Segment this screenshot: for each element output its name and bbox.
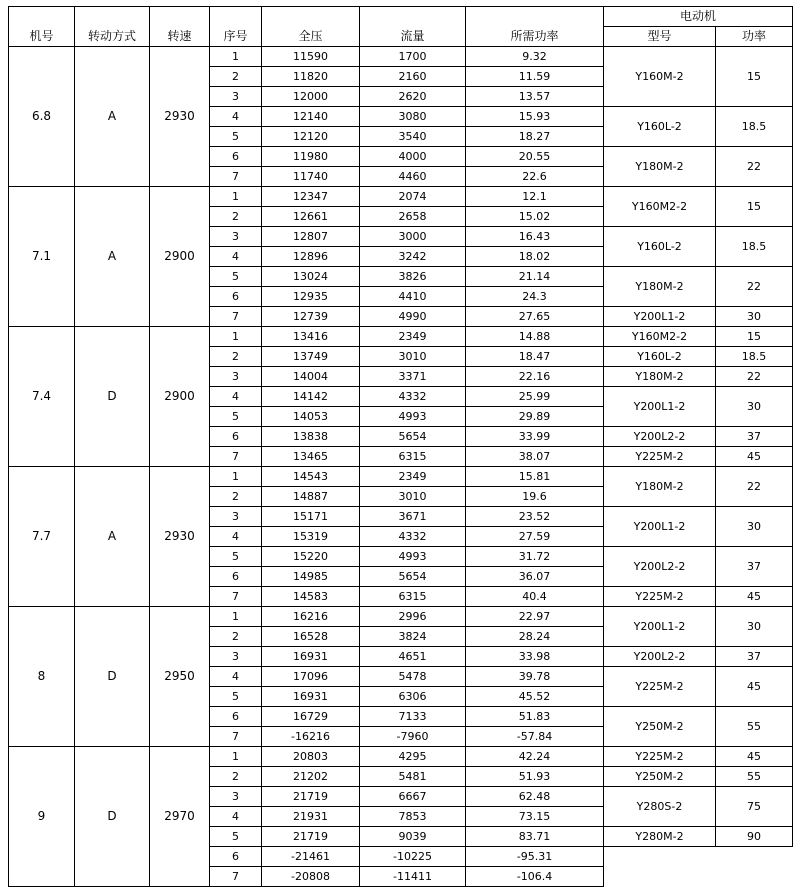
cell-total-pressure: 16729 <box>262 707 360 727</box>
cell-motor-power: 22 <box>716 147 793 187</box>
header-motor: 电动机 <box>604 7 793 27</box>
cell-motor-model: Y180M-2 <box>604 467 716 507</box>
cell-total-pressure: 20803 <box>262 747 360 767</box>
cell-seq-no: 5 <box>210 547 262 567</box>
cell-motor-power: 15 <box>716 47 793 107</box>
cell-seq-no: 5 <box>210 827 262 847</box>
cell-required-power: 14.88 <box>466 327 604 347</box>
cell-motor-power: 22 <box>716 267 793 307</box>
cell-machine-no: 9 <box>9 747 75 887</box>
cell-total-pressure: 14004 <box>262 367 360 387</box>
cell-total-pressure: 15220 <box>262 547 360 567</box>
cell-speed: 2930 <box>150 47 210 187</box>
cell-flow: 3824 <box>360 627 466 647</box>
cell-seq-no: 5 <box>210 687 262 707</box>
cell-seq-no: 6 <box>210 707 262 727</box>
cell-flow: 2996 <box>360 607 466 627</box>
cell-required-power: 42.24 <box>466 747 604 767</box>
cell-seq-no: 2 <box>210 627 262 647</box>
header-spacer-rotation <box>75 7 150 27</box>
cell-required-power: 21.14 <box>466 267 604 287</box>
cell-flow: 6315 <box>360 587 466 607</box>
table-row <box>9 467 793 487</box>
cell-motor-model: Y200L2-2 <box>604 427 716 447</box>
cell-rotation-mode: D <box>75 327 150 467</box>
cell-seq-no: 5 <box>210 267 262 287</box>
cell-rotation-mode: A <box>75 187 150 327</box>
cell-flow: 4460 <box>360 167 466 187</box>
header-speed: 转速 <box>150 27 210 47</box>
header-row-top <box>9 7 793 27</box>
cell-required-power: 22.97 <box>466 607 604 627</box>
cell-seq-no: 1 <box>210 467 262 487</box>
cell-required-power: 15.02 <box>466 207 604 227</box>
cell-motor-power: 15 <box>716 187 793 227</box>
cell-seq-no: 2 <box>210 347 262 367</box>
cell-seq-no: 2 <box>210 487 262 507</box>
cell-motor-power: 37 <box>716 547 793 587</box>
cell-motor-power: 22 <box>716 467 793 507</box>
cell-flow: 4993 <box>360 547 466 567</box>
cell-motor-model: Y160L-2 <box>604 347 716 367</box>
cell-flow: 3010 <box>360 487 466 507</box>
cell-motor-power: 37 <box>716 427 793 447</box>
cell-rotation-mode: D <box>75 747 150 887</box>
cell-total-pressure: -16216 <box>262 727 360 747</box>
cell-flow: 2349 <box>360 467 466 487</box>
cell-motor-power: 45 <box>716 587 793 607</box>
header-motor-power: 功率 <box>716 27 793 47</box>
header-spacer-power <box>466 7 604 27</box>
cell-required-power: 27.65 <box>466 307 604 327</box>
cell-flow: 2160 <box>360 67 466 87</box>
cell-motor-model: Y200L2-2 <box>604 647 716 667</box>
cell-motor-power: 45 <box>716 447 793 467</box>
cell-flow: -11411 <box>360 867 466 887</box>
cell-total-pressure: 12935 <box>262 287 360 307</box>
cell-total-pressure: 16216 <box>262 607 360 627</box>
cell-seq-no: 4 <box>210 107 262 127</box>
cell-total-pressure: 16931 <box>262 687 360 707</box>
cell-total-pressure: 15171 <box>262 507 360 527</box>
table-row <box>9 47 793 67</box>
cell-total-pressure: 14583 <box>262 587 360 607</box>
cell-motor-model: Y180M-2 <box>604 147 716 187</box>
cell-motor-power: 30 <box>716 307 793 327</box>
cell-motor-power: 30 <box>716 387 793 427</box>
cell-motor-power: 90 <box>716 827 793 847</box>
cell-machine-no: 7.1 <box>9 187 75 327</box>
cell-required-power: 18.47 <box>466 347 604 367</box>
table-body <box>9 47 793 887</box>
cell-motor-model: Y225M-2 <box>604 587 716 607</box>
cell-flow: 4651 <box>360 647 466 667</box>
cell-total-pressure: 17096 <box>262 667 360 687</box>
cell-required-power: 36.07 <box>466 567 604 587</box>
cell-seq-no: 7 <box>210 587 262 607</box>
cell-motor-model: Y200L1-2 <box>604 507 716 547</box>
header-spacer-flow <box>360 7 466 27</box>
cell-seq-no: 7 <box>210 447 262 467</box>
cell-machine-no: 8 <box>9 607 75 747</box>
header-rotation-mode: 转动方式 <box>75 27 150 47</box>
cell-required-power: 9.32 <box>466 47 604 67</box>
cell-total-pressure: 11820 <box>262 67 360 87</box>
cell-total-pressure: 13749 <box>262 347 360 367</box>
cell-required-power: 27.59 <box>466 527 604 547</box>
cell-seq-no: 2 <box>210 767 262 787</box>
cell-seq-no: 3 <box>210 227 262 247</box>
cell-seq-no: 6 <box>210 847 262 867</box>
cell-seq-no: 6 <box>210 147 262 167</box>
cell-flow: -10225 <box>360 847 466 867</box>
cell-total-pressure: -21461 <box>262 847 360 867</box>
cell-total-pressure: 21719 <box>262 787 360 807</box>
cell-motor-power: 45 <box>716 667 793 707</box>
cell-rotation-mode: A <box>75 47 150 187</box>
header-row-main <box>9 27 793 47</box>
cell-flow: 3671 <box>360 507 466 527</box>
cell-total-pressure: 14985 <box>262 567 360 587</box>
cell-machine-no: 7.4 <box>9 327 75 467</box>
cell-speed: 2900 <box>150 327 210 467</box>
cell-total-pressure: 11590 <box>262 47 360 67</box>
cell-total-pressure: 12140 <box>262 107 360 127</box>
cell-motor-power: 30 <box>716 607 793 647</box>
cell-seq-no: 6 <box>210 567 262 587</box>
cell-seq-no: 1 <box>210 47 262 67</box>
cell-seq-no: 3 <box>210 87 262 107</box>
cell-seq-no: 7 <box>210 167 262 187</box>
cell-flow: 2620 <box>360 87 466 107</box>
cell-flow: 6315 <box>360 447 466 467</box>
cell-machine-no: 7.7 <box>9 467 75 607</box>
header-spacer-speed <box>150 7 210 27</box>
cell-total-pressure: 16931 <box>262 647 360 667</box>
table-head <box>9 7 793 47</box>
cell-total-pressure: 12739 <box>262 307 360 327</box>
cell-total-pressure: 13024 <box>262 267 360 287</box>
header-seq-no: 序号 <box>210 27 262 47</box>
cell-flow: 4993 <box>360 407 466 427</box>
cell-speed: 2970 <box>150 747 210 887</box>
cell-motor-model: Y280M-2 <box>604 827 716 847</box>
header-required-power: 所需功率 <box>466 27 604 47</box>
cell-motor-power: 22 <box>716 367 793 387</box>
header-spacer-seq <box>210 7 262 27</box>
cell-motor-model: Y280S-2 <box>604 787 716 827</box>
cell-flow: 4000 <box>360 147 466 167</box>
cell-motor-model: Y160L-2 <box>604 227 716 267</box>
cell-motor-model: Y160M-2 <box>604 47 716 107</box>
cell-required-power: 23.52 <box>466 507 604 527</box>
cell-required-power: 13.57 <box>466 87 604 107</box>
cell-motor-model: Y160M2-2 <box>604 327 716 347</box>
cell-flow: 2074 <box>360 187 466 207</box>
cell-flow: 6306 <box>360 687 466 707</box>
cell-flow: 3242 <box>360 247 466 267</box>
cell-flow: 3826 <box>360 267 466 287</box>
cell-seq-no: 4 <box>210 807 262 827</box>
cell-flow: 3080 <box>360 107 466 127</box>
table-row <box>9 607 793 627</box>
cell-required-power: 12.1 <box>466 187 604 207</box>
cell-total-pressure: 14142 <box>262 387 360 407</box>
cell-seq-no: 4 <box>210 247 262 267</box>
cell-required-power: 19.6 <box>466 487 604 507</box>
cell-seq-no: 5 <box>210 407 262 427</box>
cell-motor-model: Y200L1-2 <box>604 307 716 327</box>
cell-required-power: 28.24 <box>466 627 604 647</box>
cell-seq-no: 1 <box>210 607 262 627</box>
cell-flow: 5481 <box>360 767 466 787</box>
cell-total-pressure: 12896 <box>262 247 360 267</box>
cell-required-power: 38.07 <box>466 447 604 467</box>
cell-seq-no: 2 <box>210 67 262 87</box>
cell-required-power: 33.99 <box>466 427 604 447</box>
cell-flow: 5654 <box>360 567 466 587</box>
cell-flow: 4332 <box>360 527 466 547</box>
table-row <box>9 187 793 207</box>
cell-flow: 6667 <box>360 787 466 807</box>
cell-seq-no: 4 <box>210 387 262 407</box>
cell-required-power: 16.43 <box>466 227 604 247</box>
cell-seq-no: 2 <box>210 207 262 227</box>
cell-seq-no: 7 <box>210 307 262 327</box>
cell-required-power: 83.71 <box>466 827 604 847</box>
cell-motor-power: 18.5 <box>716 347 793 367</box>
cell-motor-power: 18.5 <box>716 107 793 147</box>
cell-flow: -7960 <box>360 727 466 747</box>
cell-flow: 3371 <box>360 367 466 387</box>
cell-flow: 2658 <box>360 207 466 227</box>
cell-seq-no: 3 <box>210 367 262 387</box>
cell-total-pressure: 14053 <box>262 407 360 427</box>
header-total-pressure: 全压 <box>262 27 360 47</box>
cell-total-pressure: 13838 <box>262 427 360 447</box>
cell-motor-power: 55 <box>716 707 793 747</box>
cell-speed: 2900 <box>150 187 210 327</box>
cell-required-power: 11.59 <box>466 67 604 87</box>
cell-required-power: 20.55 <box>466 147 604 167</box>
cell-required-power: 31.72 <box>466 547 604 567</box>
cell-total-pressure: 12000 <box>262 87 360 107</box>
cell-speed: 2950 <box>150 607 210 747</box>
cell-seq-no: 3 <box>210 647 262 667</box>
cell-flow: 7853 <box>360 807 466 827</box>
cell-motor-model: Y200L1-2 <box>604 387 716 427</box>
cell-total-pressure: 11740 <box>262 167 360 187</box>
cell-total-pressure: 13465 <box>262 447 360 467</box>
cell-required-power: 51.93 <box>466 767 604 787</box>
cell-motor-model: Y225M-2 <box>604 667 716 707</box>
cell-required-power: 24.3 <box>466 287 604 307</box>
cell-total-pressure: 14543 <box>262 467 360 487</box>
cell-flow: 7133 <box>360 707 466 727</box>
cell-required-power: 33.98 <box>466 647 604 667</box>
table-row <box>9 327 793 347</box>
cell-rotation-mode: A <box>75 467 150 607</box>
cell-required-power: 25.99 <box>466 387 604 407</box>
cell-speed: 2930 <box>150 467 210 607</box>
cell-flow: 4410 <box>360 287 466 307</box>
cell-required-power: 45.52 <box>466 687 604 707</box>
cell-total-pressure: 21931 <box>262 807 360 827</box>
header-flow: 流量 <box>360 27 466 47</box>
cell-motor-model: Y225M-2 <box>604 747 716 767</box>
cell-flow: 3540 <box>360 127 466 147</box>
cell-total-pressure: 16528 <box>262 627 360 647</box>
cell-motor-power: 37 <box>716 647 793 667</box>
cell-seq-no: 3 <box>210 787 262 807</box>
cell-required-power: 40.4 <box>466 587 604 607</box>
cell-required-power: 15.81 <box>466 467 604 487</box>
cell-seq-no: 7 <box>210 727 262 747</box>
table-row <box>9 747 793 767</box>
cell-machine-no: 6.8 <box>9 47 75 187</box>
cell-required-power: -95.31 <box>466 847 604 867</box>
cell-seq-no: 1 <box>210 747 262 767</box>
cell-total-pressure: 12807 <box>262 227 360 247</box>
cell-motor-power: 30 <box>716 507 793 547</box>
cell-total-pressure: 12120 <box>262 127 360 147</box>
cell-required-power: -106.4 <box>466 867 604 887</box>
cell-motor-power: 75 <box>716 787 793 827</box>
cell-total-pressure: 13416 <box>262 327 360 347</box>
cell-required-power: 73.15 <box>466 807 604 827</box>
cell-motor-power: 45 <box>716 747 793 767</box>
cell-required-power: 39.78 <box>466 667 604 687</box>
cell-required-power: 29.89 <box>466 407 604 427</box>
cell-motor-model: Y160L-2 <box>604 107 716 147</box>
cell-flow: 5654 <box>360 427 466 447</box>
cell-total-pressure: 11980 <box>262 147 360 167</box>
cell-total-pressure: 21202 <box>262 767 360 787</box>
cell-seq-no: 5 <box>210 127 262 147</box>
cell-motor-model: Y225M-2 <box>604 447 716 467</box>
cell-flow: 5478 <box>360 667 466 687</box>
cell-required-power: 22.16 <box>466 367 604 387</box>
cell-motor-model: Y250M-2 <box>604 707 716 747</box>
cell-seq-no: 1 <box>210 187 262 207</box>
cell-flow: 9039 <box>360 827 466 847</box>
cell-total-pressure: -20808 <box>262 867 360 887</box>
cell-motor-model: Y180M-2 <box>604 267 716 307</box>
cell-required-power: 22.6 <box>466 167 604 187</box>
cell-flow: 3010 <box>360 347 466 367</box>
cell-flow: 4332 <box>360 387 466 407</box>
header-spacer-pressure <box>262 7 360 27</box>
cell-required-power: 18.02 <box>466 247 604 267</box>
cell-seq-no: 4 <box>210 527 262 547</box>
cell-required-power: 18.27 <box>466 127 604 147</box>
cell-required-power: 15.93 <box>466 107 604 127</box>
cell-motor-power: 18.5 <box>716 227 793 267</box>
cell-flow: 1700 <box>360 47 466 67</box>
cell-total-pressure: 21719 <box>262 827 360 847</box>
cell-required-power: -57.84 <box>466 727 604 747</box>
cell-flow: 3000 <box>360 227 466 247</box>
cell-motor-model: Y250M-2 <box>604 767 716 787</box>
cell-seq-no: 3 <box>210 507 262 527</box>
cell-motor-model: Y200L1-2 <box>604 607 716 647</box>
cell-seq-no: 4 <box>210 667 262 687</box>
cell-motor-model: Y180M-2 <box>604 367 716 387</box>
cell-motor-model: Y200L2-2 <box>604 547 716 587</box>
cell-total-pressure: 12347 <box>262 187 360 207</box>
cell-seq-no: 6 <box>210 427 262 447</box>
header-spacer-machine <box>9 7 75 27</box>
cell-required-power: 51.83 <box>466 707 604 727</box>
cell-seq-no: 7 <box>210 867 262 887</box>
fan-performance-table <box>8 6 793 887</box>
cell-required-power: 62.48 <box>466 787 604 807</box>
cell-flow: 4990 <box>360 307 466 327</box>
cell-motor-power: 15 <box>716 327 793 347</box>
cell-rotation-mode: D <box>75 607 150 747</box>
cell-total-pressure: 12661 <box>262 207 360 227</box>
cell-motor-model: Y160M2-2 <box>604 187 716 227</box>
cell-motor-power: 55 <box>716 767 793 787</box>
cell-flow: 4295 <box>360 747 466 767</box>
cell-seq-no: 6 <box>210 287 262 307</box>
cell-flow: 2349 <box>360 327 466 347</box>
header-machine-no: 机号 <box>9 27 75 47</box>
cell-total-pressure: 14887 <box>262 487 360 507</box>
cell-total-pressure: 15319 <box>262 527 360 547</box>
header-motor-model: 型号 <box>604 27 716 47</box>
cell-seq-no: 1 <box>210 327 262 347</box>
